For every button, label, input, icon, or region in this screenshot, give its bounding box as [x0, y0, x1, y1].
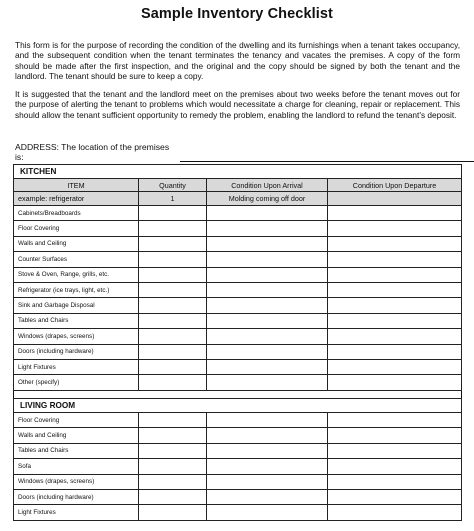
departure-condition-cell[interactable] [328, 252, 462, 267]
quantity-cell[interactable] [139, 206, 207, 221]
arrival-condition-cell[interactable] [207, 359, 328, 374]
item-label: Windows (drapes, screens) [14, 329, 139, 344]
item-label: Walls and Ceiling [14, 428, 139, 443]
quantity-cell[interactable] [139, 313, 207, 328]
departure-condition-cell[interactable] [328, 282, 462, 297]
quantity-cell[interactable] [139, 505, 207, 520]
quantity-cell[interactable] [139, 428, 207, 443]
departure-condition-cell[interactable] [328, 221, 462, 236]
inventory-row [14, 313, 462, 328]
inventory-row [14, 413, 462, 428]
item-label: Other (specify) [14, 375, 139, 390]
quantity-cell[interactable] [139, 375, 207, 390]
example-arrival: Molding coming off door [207, 192, 328, 206]
address-row [15, 142, 474, 162]
item-label: Floor Covering [14, 413, 139, 428]
quantity-cell[interactable] [139, 267, 207, 282]
item-label: Cabinets/Breadboards [14, 206, 139, 221]
kitchen-heading-row [14, 165, 462, 179]
intro-paragraph: This form is for the purpose of recording the condition of the dwelling and its furnishings when a tenant takes occupancy, and the subsequent condition when the tenant terminates the tenancy and vacates the premises. A copy of the form should be made after the first inspection, and the original and the copy should be signed by both the tenant and the landlord. The tenant should be sure to keep a copy. [15, 40, 460, 82]
quantity-cell[interactable] [139, 221, 207, 236]
item-label: Light Fixtures [14, 505, 139, 520]
arrival-condition-cell[interactable] [207, 267, 328, 282]
quantity-cell[interactable] [139, 443, 207, 458]
living-room-table [13, 398, 462, 521]
quantity-cell[interactable] [139, 413, 207, 428]
example-item: example: refrigerator [14, 192, 139, 206]
item-column-header: ITEM [14, 179, 139, 192]
item-label: Floor Covering [14, 221, 139, 236]
item-label: Sofa [14, 459, 139, 474]
suggestion-paragraph: It is suggested that the tenant and the landlord meet on the premises about two weeks before the tenant moves out for the purpose of alerting the tenant to problems which would necessitate a charge for cleaning, repair or replacement. This should allow the tenant sufficient opportunity to remedy the problem, enabling the landlord to refund the tenant's deposit. [15, 89, 460, 120]
quantity-cell[interactable] [139, 329, 207, 344]
inventory-row [14, 489, 462, 504]
arrival-condition-cell[interactable] [207, 443, 328, 458]
arrival-column-header: Condition Upon Arrival [207, 179, 328, 192]
living-room-heading: LIVING ROOM [14, 399, 462, 413]
departure-column-header: Condition Upon Departure [328, 179, 462, 192]
arrival-condition-cell[interactable] [207, 375, 328, 390]
departure-condition-cell[interactable] [328, 206, 462, 221]
inventory-row [14, 298, 462, 313]
departure-condition-cell[interactable] [328, 236, 462, 251]
kitchen-heading: KITCHEN [14, 165, 462, 179]
column-header-row [14, 179, 462, 192]
item-label: Windows (drapes, screens) [14, 474, 139, 489]
item-label: Doors (including hardware) [14, 489, 139, 504]
item-label: Tables and Chairs [14, 313, 139, 328]
quantity-cell[interactable] [139, 474, 207, 489]
inventory-row [14, 236, 462, 251]
inventory-row [14, 359, 462, 374]
arrival-condition-cell[interactable] [207, 313, 328, 328]
section-spacer [14, 390, 462, 398]
departure-condition-cell[interactable] [328, 375, 462, 390]
departure-condition-cell[interactable] [328, 344, 462, 359]
item-label: Light Fixtures [14, 359, 139, 374]
inventory-row [14, 267, 462, 282]
departure-condition-cell[interactable] [328, 428, 462, 443]
inventory-row [14, 459, 462, 474]
inventory-row [14, 428, 462, 443]
arrival-condition-cell[interactable] [207, 459, 328, 474]
inventory-row [14, 443, 462, 458]
departure-condition-cell[interactable] [328, 459, 462, 474]
living-room-heading-row [14, 399, 462, 413]
departure-condition-cell[interactable] [328, 359, 462, 374]
inventory-row [14, 252, 462, 267]
kitchen-table [13, 164, 462, 399]
inventory-row [14, 282, 462, 297]
inventory-row [14, 474, 462, 489]
arrival-condition-cell[interactable] [207, 221, 328, 236]
departure-condition-cell[interactable] [328, 489, 462, 504]
arrival-condition-cell[interactable] [207, 428, 328, 443]
departure-condition-cell[interactable] [328, 443, 462, 458]
quantity-cell[interactable] [139, 236, 207, 251]
departure-condition-cell[interactable] [328, 474, 462, 489]
quantity-cell[interactable] [139, 282, 207, 297]
arrival-condition-cell[interactable] [207, 474, 328, 489]
departure-condition-cell[interactable] [328, 505, 462, 520]
departure-condition-cell[interactable] [328, 267, 462, 282]
quantity-cell[interactable] [139, 298, 207, 313]
arrival-condition-cell[interactable] [207, 252, 328, 267]
quantity-cell[interactable] [139, 252, 207, 267]
departure-condition-cell[interactable] [328, 413, 462, 428]
spacer-cell [14, 390, 462, 398]
page-title: Sample Inventory Checklist [141, 6, 333, 22]
arrival-condition-cell[interactable] [207, 282, 328, 297]
item-label: Stove & Oven, Range, grills, etc. [14, 267, 139, 282]
example-quantity: 1 [139, 192, 207, 206]
quantity-cell[interactable] [139, 489, 207, 504]
inventory-row [14, 206, 462, 221]
quantity-cell[interactable] [139, 459, 207, 474]
inventory-row [14, 375, 462, 390]
address-field[interactable] [180, 152, 474, 162]
arrival-condition-cell[interactable] [207, 413, 328, 428]
departure-condition-cell[interactable] [328, 298, 462, 313]
inventory-row [14, 344, 462, 359]
arrival-condition-cell[interactable] [207, 329, 328, 344]
arrival-condition-cell[interactable] [207, 505, 328, 520]
arrival-condition-cell[interactable] [207, 344, 328, 359]
quantity-column-header: Quantity [139, 179, 207, 192]
arrival-condition-cell[interactable] [207, 298, 328, 313]
item-label: Doors (including hardware) [14, 344, 139, 359]
item-label: Refrigerator (ice trays, light, etc.) [14, 282, 139, 297]
item-label: Tables and Chairs [14, 443, 139, 458]
example-departure [328, 192, 462, 206]
quantity-cell[interactable] [139, 359, 207, 374]
address-label: ADDRESS: The location of the premises is: [15, 142, 170, 162]
inventory-row [14, 329, 462, 344]
inventory-row [14, 221, 462, 236]
arrival-condition-cell[interactable] [207, 236, 328, 251]
item-label: Walls and Ceiling [14, 236, 139, 251]
item-label: Counter Surfaces [14, 252, 139, 267]
departure-condition-cell[interactable] [328, 313, 462, 328]
departure-condition-cell[interactable] [328, 329, 462, 344]
example-row [14, 192, 462, 206]
item-label: Sink and Garbage Disposal [14, 298, 139, 313]
inventory-row [14, 505, 462, 520]
arrival-condition-cell[interactable] [207, 489, 328, 504]
arrival-condition-cell[interactable] [207, 206, 328, 221]
quantity-cell[interactable] [139, 344, 207, 359]
